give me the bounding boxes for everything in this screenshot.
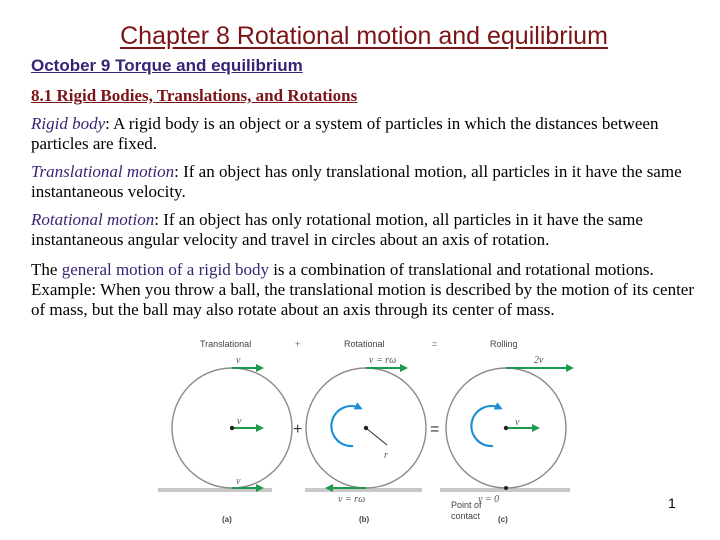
header-equals: =	[432, 339, 438, 349]
header-plus: +	[295, 339, 301, 349]
panel-label-c: (c)	[498, 515, 508, 524]
definition-rotational: : If an object has only rotational motion, all particles in it have the same instantaneous angular velocity and travel in circles about an axis of rotation.	[31, 210, 643, 249]
center-dot-b	[364, 426, 368, 430]
center-dot-a	[230, 426, 234, 430]
var-b-top: v = rω	[369, 355, 397, 366]
center-dot-c	[504, 426, 508, 430]
header-rotational: Rotational	[344, 339, 385, 349]
var-b-bottom: v = rω	[338, 494, 366, 505]
contact-point-dot	[504, 486, 508, 490]
panel-rotational	[306, 355, 426, 505]
term-translational: Translational motion	[31, 162, 175, 181]
contact-label-line1: Point of	[451, 500, 482, 510]
header-translational: Translational	[200, 339, 252, 349]
section-heading: 8.1 Rigid Bodies, Translations, and Rotations	[31, 86, 358, 105]
slide-subtitle: October 9 Torque and equilibrium	[31, 56, 303, 75]
var-c-center: v	[515, 417, 520, 428]
var-c-top: 2v	[534, 355, 544, 366]
definition-translational: : If an object has only translational motion, all particles in it have the same instantaneous velocity.	[31, 162, 682, 201]
term-rigid-body: Rigid body	[31, 114, 106, 133]
panel-label-a: (a)	[222, 515, 232, 524]
panel-translational	[172, 355, 292, 488]
general-text: is a combination of translational and rotational motions. Example: When you throw a ball, the translational motion is described by the motion of its center of mass, but the ball may also rotate about an axis through its center of mass.	[31, 260, 694, 319]
var-c-bottom: v = 0	[478, 494, 500, 505]
panel-label-b: (b)	[359, 515, 370, 524]
var-a-center: v	[237, 416, 242, 427]
var-a-top: v	[236, 355, 241, 366]
panel-rolling	[446, 355, 572, 521]
term-general-motion: general motion of a rigid body	[61, 260, 269, 279]
var-a-bottom: v	[236, 476, 241, 487]
page-number: 1	[668, 495, 676, 511]
var-b-radius: r	[384, 450, 388, 461]
slide-title: Chapter 8 Rotational motion and equilibrium	[120, 22, 608, 50]
general-pre: The	[31, 260, 62, 279]
operator-equals: =	[430, 421, 440, 438]
contact-label-line2: contact	[451, 511, 481, 521]
header-rolling: Rolling	[490, 339, 518, 349]
operator-plus: +	[293, 421, 303, 438]
definition-rigid-body: : A rigid body is an object or a system of particles in which the distances between particles are fixed.	[31, 114, 659, 153]
term-rotational: Rotational motion	[31, 210, 155, 229]
